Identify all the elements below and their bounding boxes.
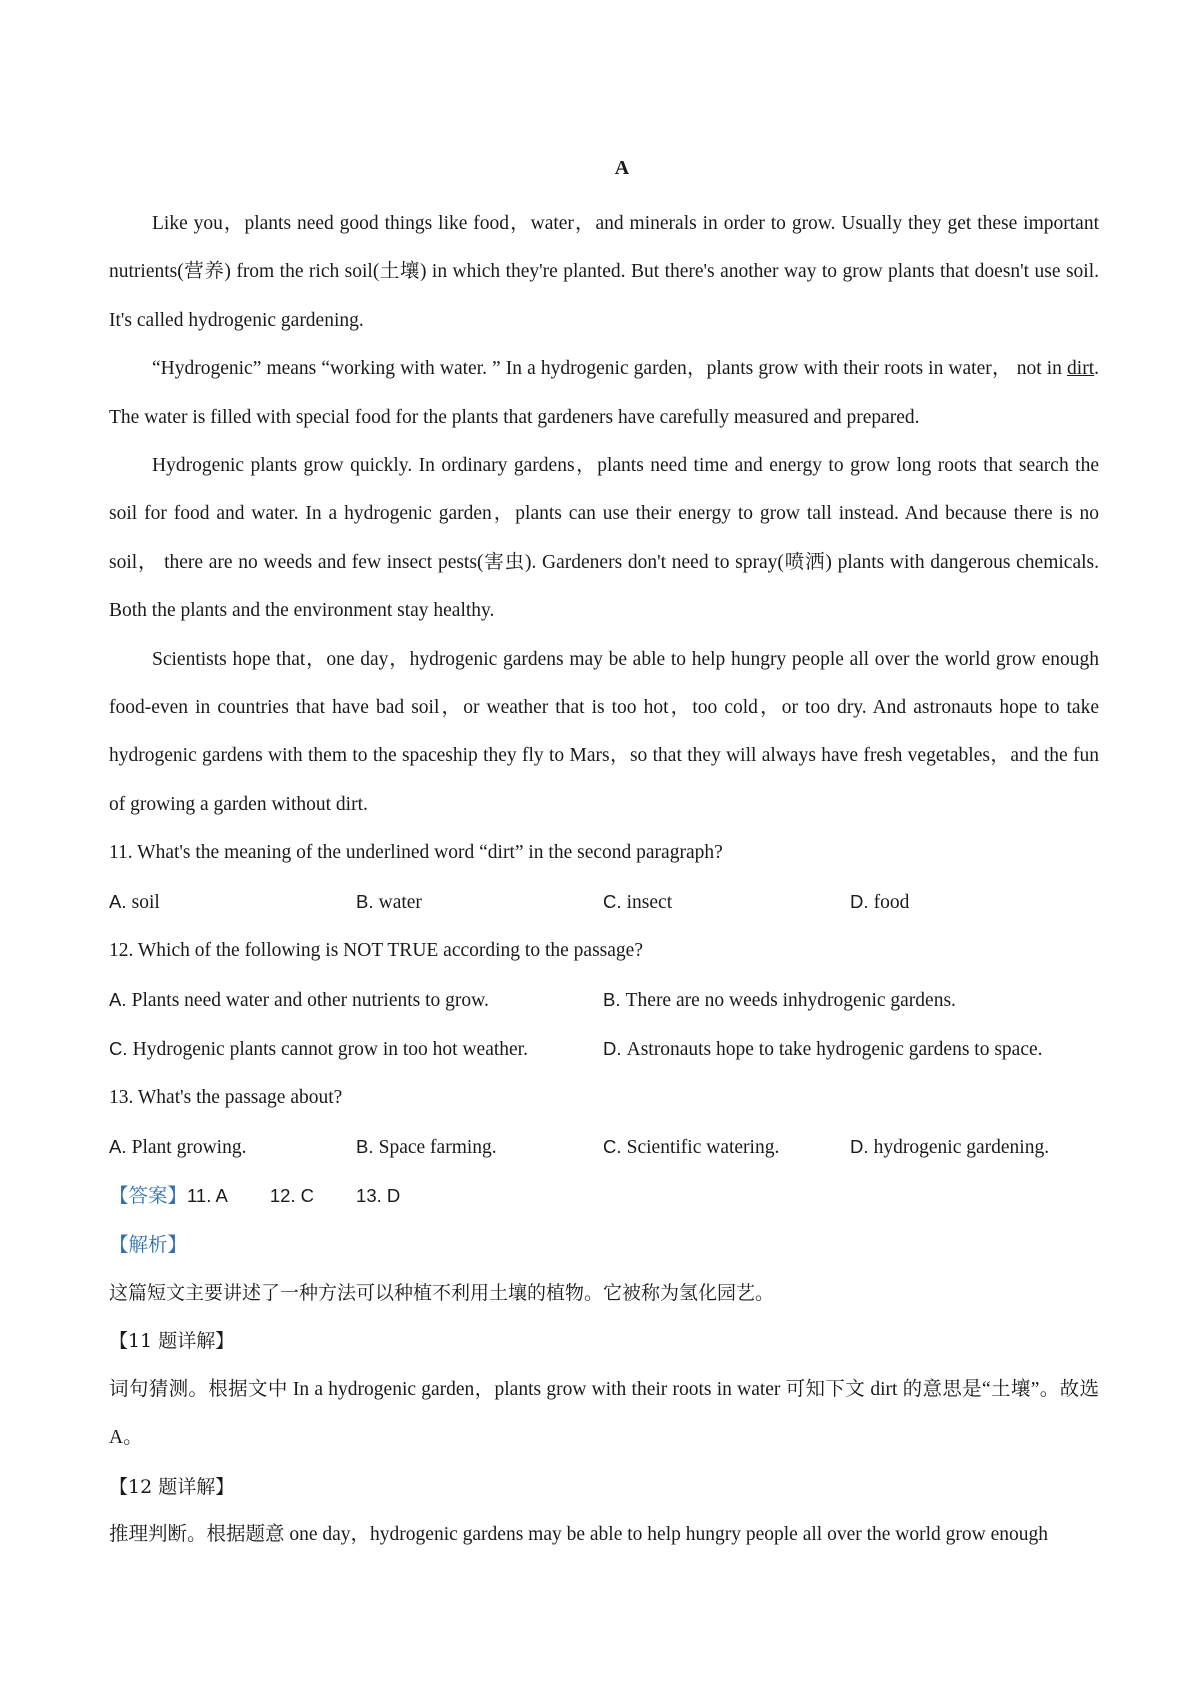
paragraph-text: Like you，plants need good things like food，water，and minerals in order to grow. Usually they get these important nutrients(营养) from the rich soil(土壤) in which they're planted. But there's another way to grow plants that doesn't use soil. It's called hydrogenic gardening. — [109, 213, 1099, 331]
option-text: insect — [626, 891, 673, 913]
question-11 — [109, 829, 1099, 927]
option-letter: C. — [109, 1037, 133, 1059]
passage-paragraph-1 — [109, 200, 1099, 345]
question-13 — [109, 1074, 1099, 1172]
option-d — [850, 1123, 1097, 1172]
option-text: hydrogenic gardening. — [873, 1136, 1050, 1158]
paragraph-text: Scientists hope that，one day，hydrogenic gardens may be able to help hungry people all over the world grow enough food-even in countries that have bad soil，or weather that is too hot，too cold，or too dry. And astronauts hope to take hydrogenic gardens with them to the spaceship they fly to Mars，so that they will always have fresh vegetables，and the fun of growing a garden without dirt. — [109, 648, 1099, 815]
passage — [109, 200, 1099, 829]
option-letter: D. — [850, 890, 874, 912]
option-letter: A. — [109, 1135, 132, 1157]
option-letter: B. — [603, 988, 626, 1010]
option-c — [109, 1025, 603, 1074]
document-body — [109, 200, 1099, 1559]
answer-key — [109, 1172, 1099, 1220]
underlined-word: dirt — [1067, 358, 1095, 380]
analysis-summary: 这篇短文主要讲述了一种方法可以种植不利用土壤的植物。它被称为氢化园艺。 — [109, 1281, 775, 1304]
option-letter: A. — [109, 988, 132, 1010]
option-letter: B. — [356, 890, 379, 912]
analysis-label: 【解析】 — [109, 1232, 188, 1256]
answer-item: 11. A — [187, 1185, 228, 1207]
question-stem: 11. What's the meaning of the underlined word “dirt” in the second paragraph? — [109, 842, 723, 864]
option-text: There are no weeds inhydrogenic gardens. — [625, 989, 956, 1011]
question-options — [109, 1123, 1099, 1172]
passage-paragraph-3 — [109, 442, 1099, 636]
option-text: Plant growing. — [131, 1136, 247, 1158]
option-d — [603, 1025, 1097, 1074]
passage-paragraph-2 — [109, 345, 1099, 442]
option-letter: D. — [603, 1037, 627, 1059]
option-d — [850, 878, 1097, 927]
option-letter: C. — [603, 1135, 627, 1157]
option-text: soil — [131, 891, 160, 913]
answer-label: 【答案】 — [109, 1184, 188, 1208]
section-title: A — [614, 157, 630, 179]
option-text: Astronauts hope to take hydrogenic gardens to space. — [626, 1038, 1043, 1060]
detail-11-heading: 【11 题详解】 — [109, 1330, 235, 1353]
passage-paragraph-4 — [109, 636, 1099, 830]
option-a — [109, 1123, 356, 1172]
question-options — [109, 878, 1099, 927]
option-b — [356, 1123, 603, 1172]
question-options-row-2 — [109, 1025, 1099, 1074]
option-text: water — [378, 891, 422, 913]
option-text: Space farming. — [378, 1136, 497, 1158]
detail-12-heading: 【12 题详解】 — [109, 1475, 235, 1498]
paragraph-text: Hydrogenic plants grow quickly. In ordinary gardens，plants need time and energy to grow long roots that search the soil for food and water. In a hydrogenic garden，plants can use their energy to grow tall instead. And because there is no soil， there are no weeds and few insect pests(害虫). Gardeners don't need to spray(喷洒) plants with dangerous chemicals. Both the plants and the environment stay healthy. — [109, 455, 1099, 622]
option-letter: A. — [109, 890, 132, 912]
option-a — [109, 878, 356, 927]
option-c — [603, 878, 850, 927]
option-text: Hydrogenic plants cannot grow in too hot weather. — [132, 1038, 528, 1060]
question-stem: 13. What's the passage about? — [109, 1087, 343, 1109]
answer-item: 13. D — [356, 1185, 401, 1207]
paragraph-text: “Hydrogenic” means “working with water. ” In a hydrogenic garden，plants grow with their roots in water， not in — [152, 358, 1068, 380]
detail-12-text: 推理判断。根据题意 one day，hydrogenic gardens may be able to help hungry people all over the world grow enough — [109, 1523, 1049, 1545]
option-text: food — [873, 891, 910, 913]
option-b — [356, 878, 603, 927]
option-text: Plants need water and other nutrients to grow. — [131, 989, 489, 1011]
question-12 — [109, 927, 1099, 1074]
option-letter: C. — [603, 890, 627, 912]
option-text: Scientific watering. — [626, 1136, 780, 1158]
option-letter: B. — [356, 1135, 379, 1157]
option-c — [603, 1123, 850, 1172]
paragraph-text-continued: . The water is filled with special food for the plants that gardeners have carefully measured and prepared. — [109, 358, 1099, 428]
question-options-row-1 — [109, 976, 1099, 1025]
option-a — [109, 976, 603, 1025]
option-letter: D. — [850, 1135, 874, 1157]
detail-11-text: 词句猜测。根据文中 In a hydrogenic garden，plants grow with their roots in water 可知下文 dirt 的意思是“土壤”。故选 A。 — [109, 1378, 1099, 1449]
question-stem: 12. Which of the following is NOT TRUE according to the passage? — [109, 940, 643, 962]
answer-item: 12. C — [269, 1185, 315, 1207]
option-b — [603, 976, 1097, 1025]
